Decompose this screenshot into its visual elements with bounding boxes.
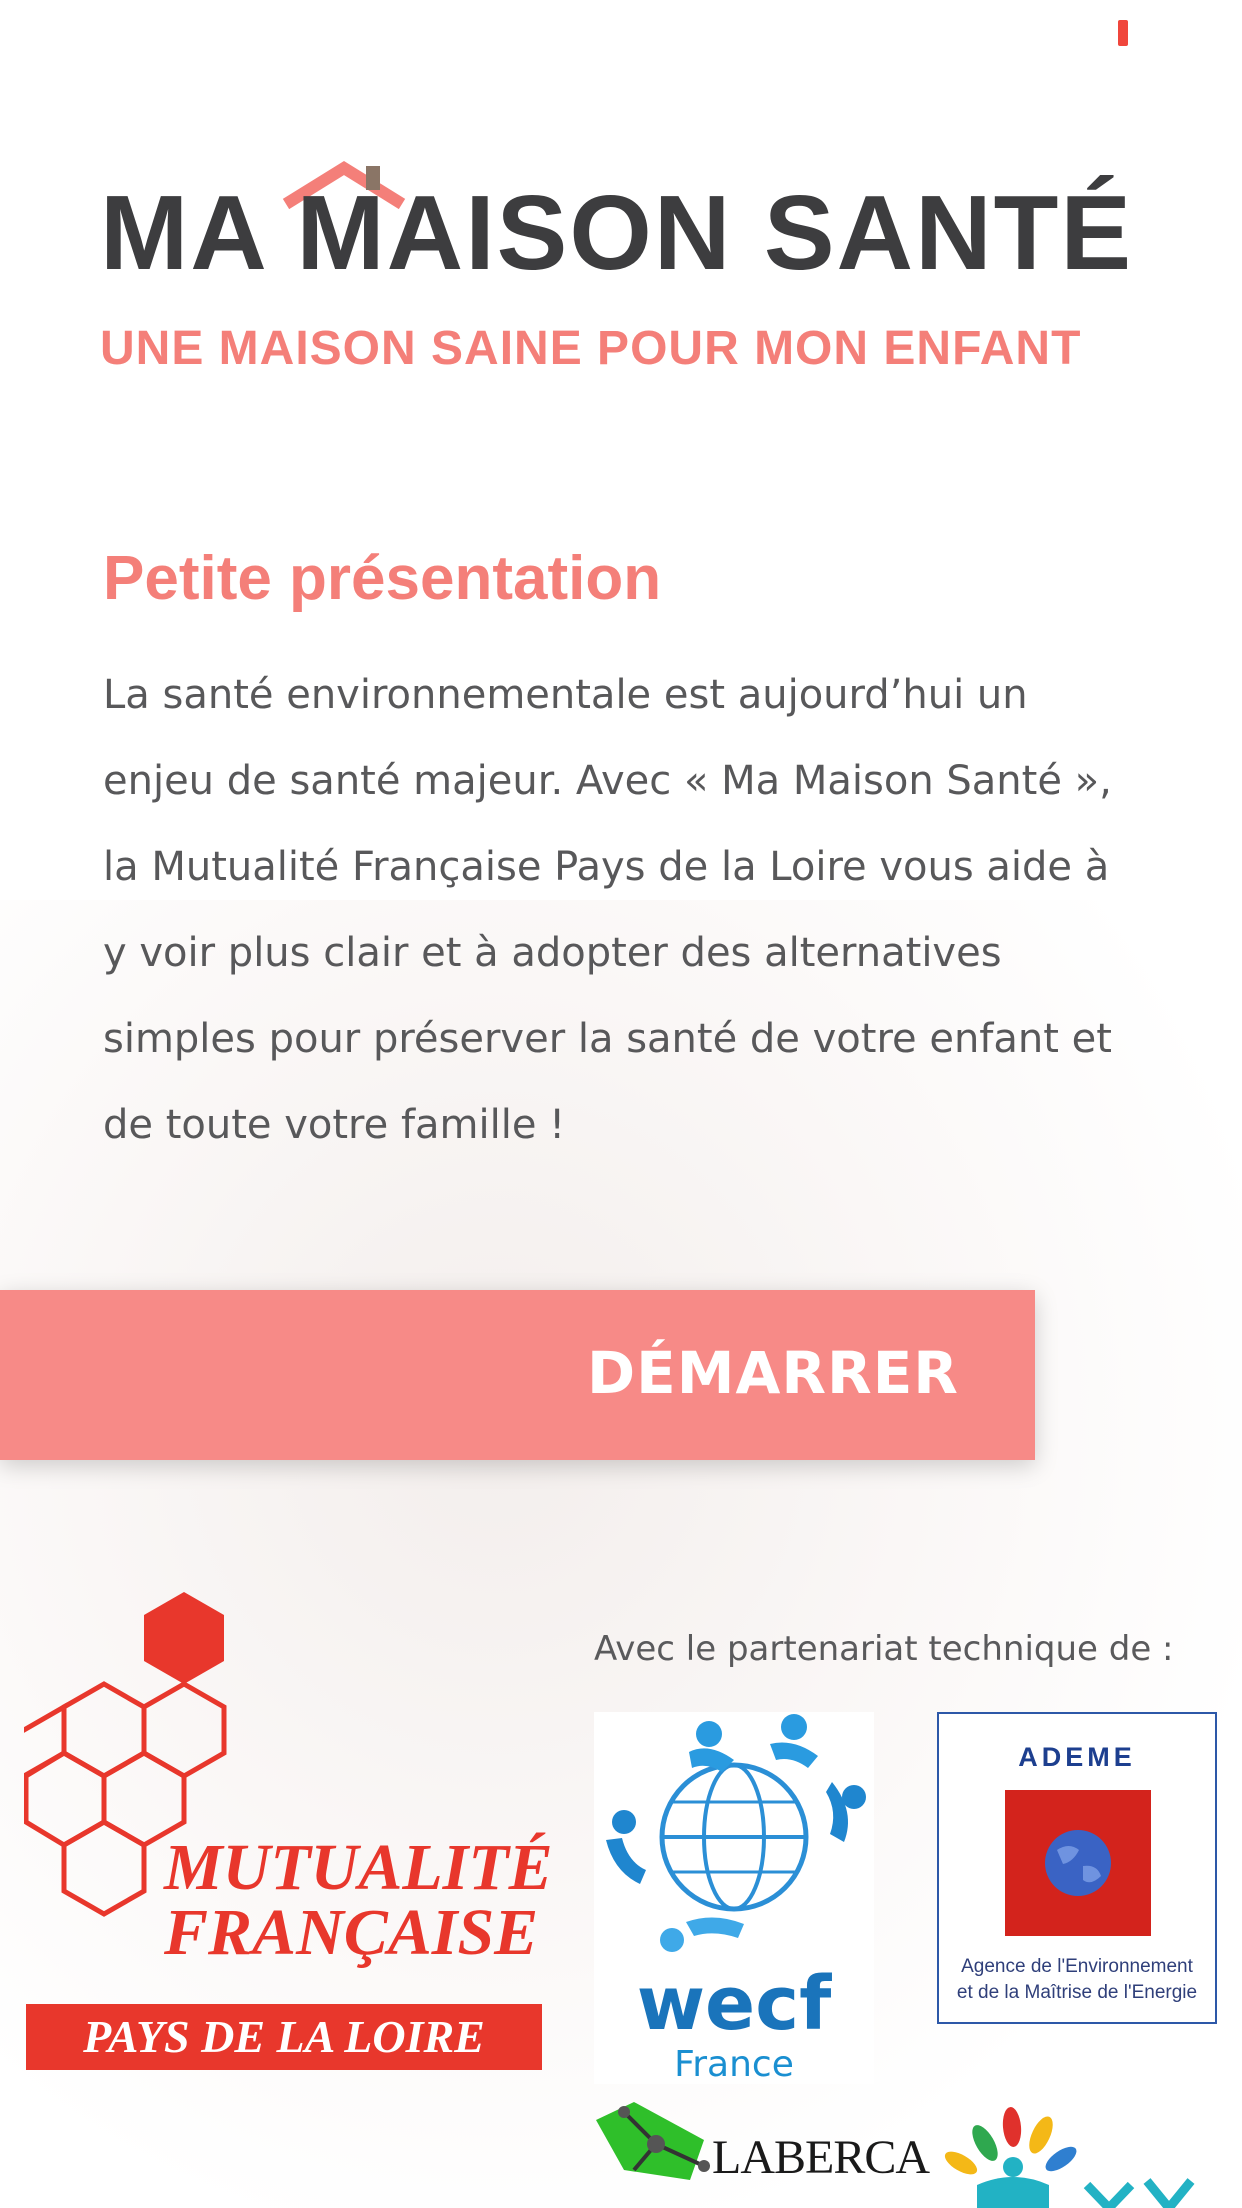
laberca-name: LABERCA [712, 2131, 930, 2184]
mutualite-region-band: PAYS DE LA LOIRE [26, 2004, 542, 2070]
ademe-subtitle-line2: et de la Maîtrise de l'Energie [956, 1982, 1198, 2003]
ademe-subtitle [939, 1954, 1215, 2006]
notification-indicator [1118, 20, 1128, 46]
ademe-name: ADEME [1018, 1742, 1136, 1772]
ademe-emblem [1005, 1790, 1151, 1936]
ademe-logo [937, 1712, 1217, 2024]
mutualite-francaise-logo [24, 1590, 553, 2070]
partners-heading: Avec le partenariat technique de : [594, 1629, 1174, 1669]
start-button-label: DÉMARRER [587, 1339, 959, 1407]
intro-heading: Petite présentation [103, 544, 662, 613]
mutualite-line2: FRANÇAISE [164, 1896, 539, 1969]
ademe-subtitle-line1: Agence de l'Environnement [961, 1956, 1193, 1977]
app-tagline: UNE MAISON SAINE POUR MON ENFANT [100, 322, 1082, 375]
wecf-name: wecf [636, 1961, 832, 2047]
earth-globe-icon [1043, 1828, 1113, 1898]
partner-logo-tree [937, 2105, 1213, 2208]
laberca-logo [594, 2100, 930, 2208]
molecule-icon [594, 2100, 724, 2190]
start-button[interactable] [0, 1290, 1035, 1460]
globe-people-icon [594, 1712, 874, 1972]
wecf-country: France [674, 2044, 794, 2085]
mutualite-line1: MUTUALITÉ [164, 1831, 553, 1904]
leaf-tree-icon [937, 2105, 1213, 2208]
wecf-logo [594, 1712, 874, 2084]
app-logo [100, 160, 1140, 390]
app-title: MA MAISON SANTÉ [100, 174, 1134, 292]
intro-text: La santé environnementale est aujourd’hui un enjeu de santé majeur. Avec « Ma Maison Santé », la Mutualité Française Pays de la Loire vous aide à y voir plus clair et à adopter des alternatives simples pour préserver la santé de votre enfant et de toute votre famille ! [103, 672, 1112, 1148]
